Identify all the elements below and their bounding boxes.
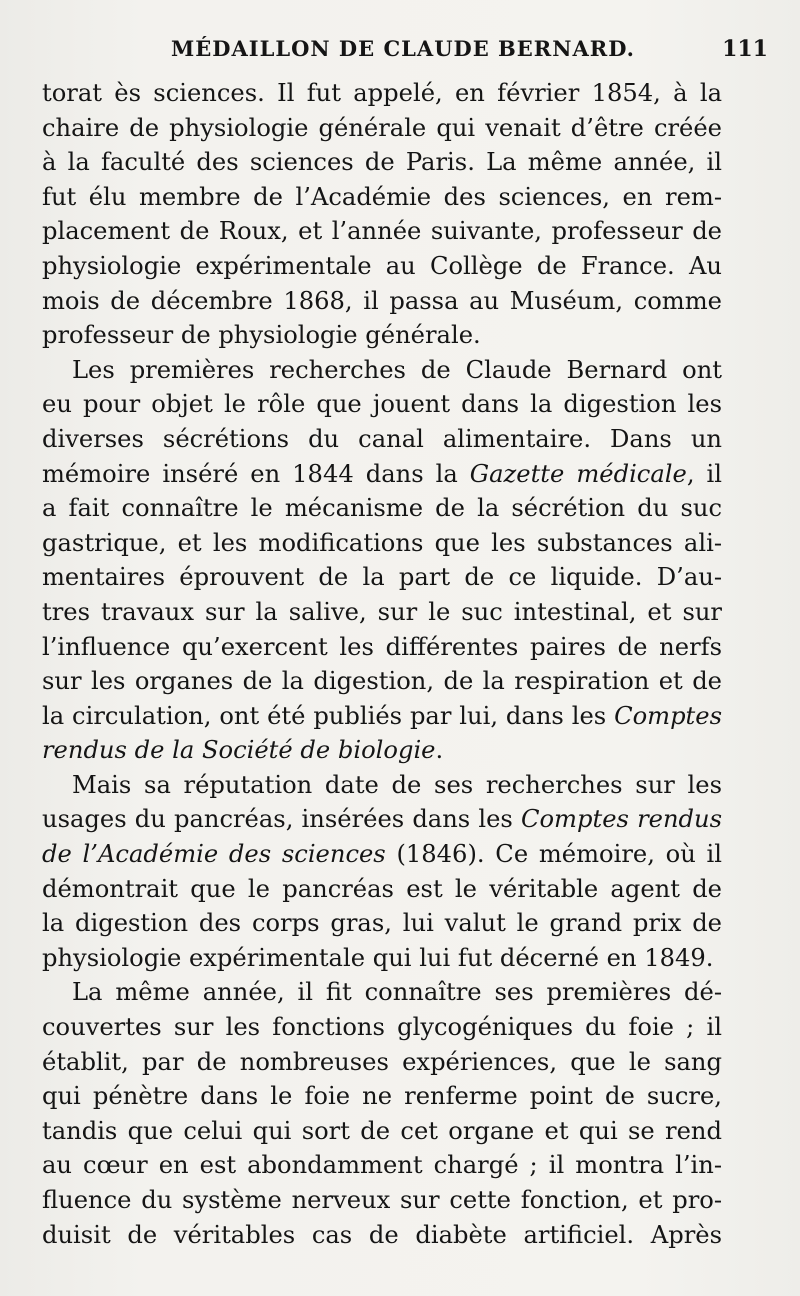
text-line <box>42 1218 722 1253</box>
text-line <box>42 1045 722 1080</box>
text-line <box>42 768 722 803</box>
text-line <box>42 941 722 976</box>
text-line <box>42 422 722 457</box>
text-line <box>42 1114 722 1149</box>
text-line <box>42 595 722 630</box>
text-line <box>42 387 722 422</box>
text-run: démontrait que le pancréas est le véritable agent de <box>42 874 722 903</box>
italic-text: Comptes rendus <box>520 805 722 834</box>
italic-text: Gazette médicale <box>469 459 687 488</box>
text-line <box>42 837 722 872</box>
paragraph <box>42 768 722 976</box>
text-line <box>42 1010 722 1045</box>
paragraph <box>42 353 722 768</box>
text-run: chaire de physiologie générale qui venait d’être créée <box>42 113 722 142</box>
text-run: mémoire inséré en 1844 dans la <box>42 459 470 488</box>
italic-text: rendus de la Société de biologie <box>42 736 436 765</box>
text-run: établit, par de nombreuses expériences, que le sang <box>42 1047 722 1076</box>
text-line <box>42 872 722 907</box>
text-run: la circulation, ont été publiés par lui, dans les <box>42 701 615 730</box>
text-run: usages du pancréas, insérées dans les <box>42 805 521 834</box>
text-line <box>42 802 722 837</box>
text-run: couvertes sur les fonctions glycogéniques du foie ; il <box>42 1013 722 1042</box>
text-line <box>42 975 722 1010</box>
text-run: . <box>435 736 444 765</box>
text-run: torat ès sciences. Il fut appelé, en février 1854, à la <box>42 79 722 107</box>
text-run: fut élu membre de l’Académie des sciences, en rem- <box>42 182 722 211</box>
text-line <box>42 457 722 492</box>
text-line <box>42 1079 722 1114</box>
text-run: mois de décembre 1868, il passa au Muséum, comme <box>42 286 722 315</box>
italic-text: de l’Académie des sciences <box>42 840 386 869</box>
text-line <box>42 1148 722 1183</box>
text-run: tandis que celui qui sort de cet organe et qui se rend <box>42 1116 722 1145</box>
text-run: La même année, il fit connaître ses premières dé- <box>72 978 722 1007</box>
text-run: eu pour objet le rôle que jouent dans la digestion les <box>42 390 722 419</box>
text-run: physiologie expérimentale au Collège de France. Au <box>42 251 722 280</box>
text-run: Mais sa réputation date de ses recherches sur les <box>72 770 722 799</box>
text-line <box>42 699 722 734</box>
text-line <box>42 560 722 595</box>
text-line <box>42 491 722 526</box>
text-run: duisit de véritables cas de diabète artificiel. Après <box>42 1220 722 1249</box>
running-title: MÉDAILLON DE CLAUDE BERNARD. <box>171 36 635 61</box>
italic-text: Comptes <box>614 701 722 730</box>
text-line <box>42 76 722 111</box>
text-run: l’influence qu’exercent les différentes paires de nerfs <box>42 632 722 661</box>
text-run: (1846). Ce mémoire, où il <box>385 840 722 869</box>
text-line <box>42 353 722 388</box>
text-run: à la faculté des sciences de Paris. La même année, il <box>42 148 722 177</box>
text-run: a fait connaître le mécanisme de la sécrétion du suc <box>42 494 722 523</box>
page-number: 111 <box>722 36 768 62</box>
text-line <box>42 733 722 768</box>
paragraph <box>42 76 722 353</box>
text-run: gastrique, et les modifications que les substances ali- <box>42 528 722 557</box>
paragraph <box>42 975 722 1252</box>
text-run: diverses sécrétions du canal alimentaire. Dans un <box>42 424 722 453</box>
text-run: professeur de physiologie générale. <box>42 321 481 350</box>
text-run: placement de Roux, et l’année suivante, professeur de <box>42 217 722 246</box>
text-run: sur les organes de la digestion, de la respiration et de <box>42 667 722 696</box>
text-run: Les premières recherches de Claude Bernard ont <box>72 355 722 384</box>
text-run: qui pénètre dans le foie ne renferme point de sucre, <box>42 1082 722 1111</box>
text-run: au cœur en est abondamment chargé ; il montra l’in- <box>42 1151 722 1180</box>
text-run: la digestion des corps gras, lui valut le grand prix de <box>42 909 722 938</box>
text-run: fluence du système nerveux sur cette fonction, et pro- <box>42 1186 722 1214</box>
text-line <box>42 630 722 665</box>
text-line <box>42 1183 722 1218</box>
text-line <box>42 180 722 215</box>
text-line <box>42 111 722 146</box>
text-line <box>42 906 722 941</box>
text-run: , il <box>686 459 722 488</box>
body-text <box>42 76 722 1252</box>
page-header <box>42 36 768 66</box>
text-run: mentaires éprouvent de la part de ce liquide. D’au- <box>42 563 722 592</box>
text-line <box>42 526 722 561</box>
text-run: physiologie expérimentale qui lui fut décerné en 1849. <box>42 943 714 972</box>
text-run: tres travaux sur la salive, sur le suc intestinal, et sur <box>42 597 722 626</box>
text-line <box>42 249 722 284</box>
text-line <box>42 318 722 353</box>
text-line <box>42 214 722 249</box>
text-line <box>42 664 722 699</box>
text-line <box>42 284 722 319</box>
text-line <box>42 145 722 180</box>
